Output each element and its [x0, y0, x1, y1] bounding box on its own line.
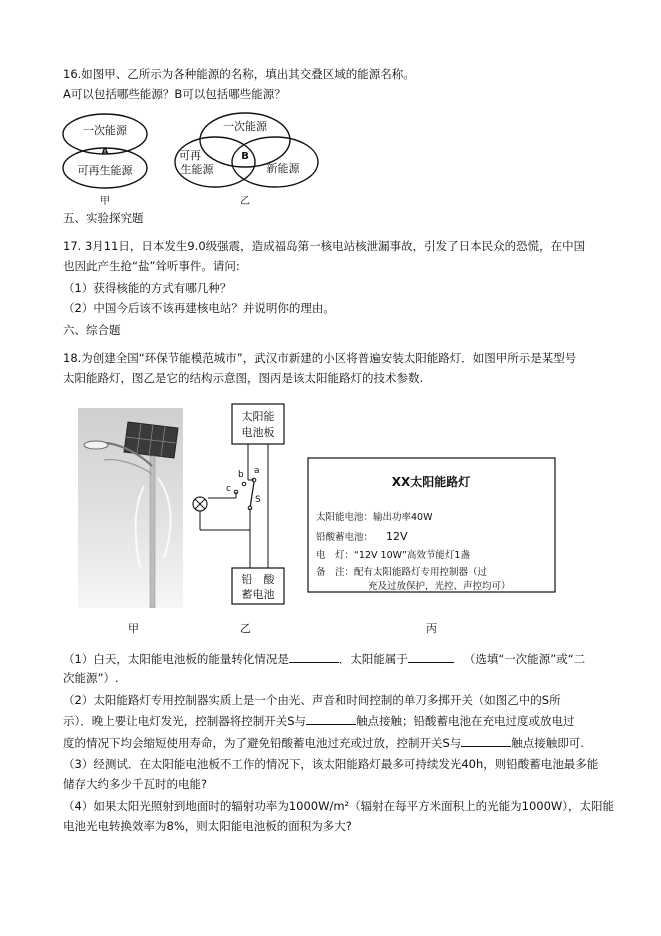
- circuit-battery-label-1: 铅 酸: [241, 573, 275, 586]
- section-6-heading: 六、综合题: [63, 323, 121, 337]
- lamp-symbol: [193, 497, 207, 511]
- venn-yi-caption: 乙: [240, 196, 250, 207]
- q18-intro2: 太阳能路灯，图乙是它的结构示意图，图丙是该太阳能路灯的技术参数.: [63, 371, 424, 385]
- q18-p1-a: （1）白天，太阳能电池板的能量转化情况是: [63, 652, 289, 666]
- q18-p4-b: 电池光电转换效率为8%，则太阳能电池板的面积为多大?: [63, 819, 352, 833]
- venn-yi-left-label-1: 可再: [179, 149, 201, 162]
- q16-line1: 16.如图甲、乙所示为各种能源的名称，填出其交叠区域的能源名称。: [63, 67, 415, 81]
- switch-blade: [250, 482, 254, 508]
- q18-p1-b: ．太阳能属于: [338, 652, 408, 666]
- light-pole: [150, 456, 155, 608]
- spec-row2-label: 铅酸蓄电池：: [316, 532, 374, 543]
- spec-title: XX太阳能路灯: [391, 475, 471, 489]
- venn-jia-caption: 甲: [100, 196, 110, 207]
- q18-p2-d: 度的情况下均会缩短使用寿命，为了避免铅酸蓄电池过充或过放，控制开关S与: [63, 736, 462, 750]
- spec-row4: 备 注：配有太阳能路灯专用控制器（过: [316, 567, 488, 578]
- figure-jia-streetlight: [78, 408, 190, 608]
- q18-p2-line2: [63, 712, 575, 729]
- section-5-heading: 五、实验探究题: [63, 211, 144, 225]
- q17-line1: 17. 3月11日，日本发生9.0级强震，造成福岛第一核电站核泄漏事故，引发了日本民众的恐慌，在中国: [63, 239, 586, 253]
- venn-yi-overlap-label: B: [241, 151, 249, 162]
- answer-blank-1[interactable]: [289, 650, 339, 663]
- label-s: S: [255, 495, 261, 505]
- figure-yi-caption: 乙: [240, 622, 251, 635]
- spec-row1: 太阳能电池：输出功率40W: [316, 512, 433, 523]
- venn-yi-top-label: 一次能源: [223, 120, 267, 133]
- q16-line2: A可以包括哪些能源？B可以包括哪些能源？: [63, 87, 286, 101]
- circuit-solar-panel-label-1: 太阳能: [241, 410, 275, 423]
- venn-yi: [175, 113, 318, 207]
- venn-jia-bottom-label: 可再生能源: [77, 164, 133, 177]
- venn-jia-overlap-label: A: [101, 147, 109, 157]
- figure-bing-caption: 丙: [426, 622, 437, 635]
- spec-row2-value: 12V: [386, 530, 408, 543]
- q17-line2: 也因此产生抢“盐”耸听事件。请问:: [63, 259, 240, 273]
- answer-blank-3[interactable]: [306, 712, 356, 725]
- q18-p2-line3: [63, 734, 584, 751]
- label-c: c: [226, 484, 231, 494]
- q18-p2-b: 示）．晚上要让电灯发光，控制器将控制开关S与: [63, 714, 307, 728]
- q18-p1-d: 次能源”）.: [63, 671, 119, 685]
- figure-bing-spec: [306, 456, 558, 596]
- q18-p1-c: （选填“一次能源”或“二: [463, 652, 586, 666]
- answer-blank-4[interactable]: [461, 734, 511, 747]
- q17-sub1: （1）获得核能的方式有哪几种？: [63, 281, 232, 295]
- venn-yi-right-label: 新能源: [266, 162, 300, 175]
- spec-row3: 电 灯：“12V 10W”高效节能灯1盏: [316, 550, 470, 561]
- spec-row5: 充及过放保护，光控、声控均可）: [368, 581, 511, 592]
- venn-yi-left-label-2: 生能源: [180, 163, 214, 176]
- q18-p3-a: （3）经测试．在太阳能电池板不工作的情况下，该太阳能路灯最多可持续发光40h，则铅酸蓄电池最多能: [63, 757, 599, 771]
- figure-jia-caption: 甲: [128, 622, 139, 635]
- q17-sub2: （2）中国今后该不该再建核电站？并说明你的理由。: [63, 301, 335, 315]
- q18-p1-line1: [63, 650, 585, 667]
- venn-jia: [63, 114, 147, 207]
- answer-blank-2[interactable]: [408, 650, 454, 663]
- figure-yi-circuit: [188, 400, 300, 610]
- q18-p4-a: （4）如果太阳光照射到地面时的辐射功率为1000W/m²（辐射在每平方米面积上的光能为1000W），太阳能: [63, 799, 615, 813]
- circuit-solar-panel-label-2: 电池板: [241, 426, 275, 439]
- q18-p2-c: 触点接触；铅酸蓄电池在充电过度或放电过: [356, 714, 575, 728]
- label-a: a: [254, 466, 260, 476]
- venn-diagrams: [55, 108, 335, 210]
- venn-jia-top-label: 一次能源: [83, 124, 127, 137]
- q18-intro1: 18.为创建全国“环保节能模范城市”，武汉市新建的小区将普遍安装太阳能路灯．如图甲所示是某型号: [63, 351, 577, 365]
- q18-p3-b: 储存大约多少千瓦时的电能?: [63, 777, 208, 791]
- q18-p2-a: （2）太阳能路灯专用控制器实质上是一个由光、声音和时间控制的单刀多掷开关（如图乙中的S所: [63, 693, 561, 707]
- circuit-battery-label-2: 蓄电池: [241, 588, 275, 601]
- q18-p2-e: 触点接触即可.: [511, 736, 584, 750]
- label-b: b: [238, 470, 244, 480]
- lamp-head: [84, 441, 108, 449]
- contact-b: [242, 482, 246, 486]
